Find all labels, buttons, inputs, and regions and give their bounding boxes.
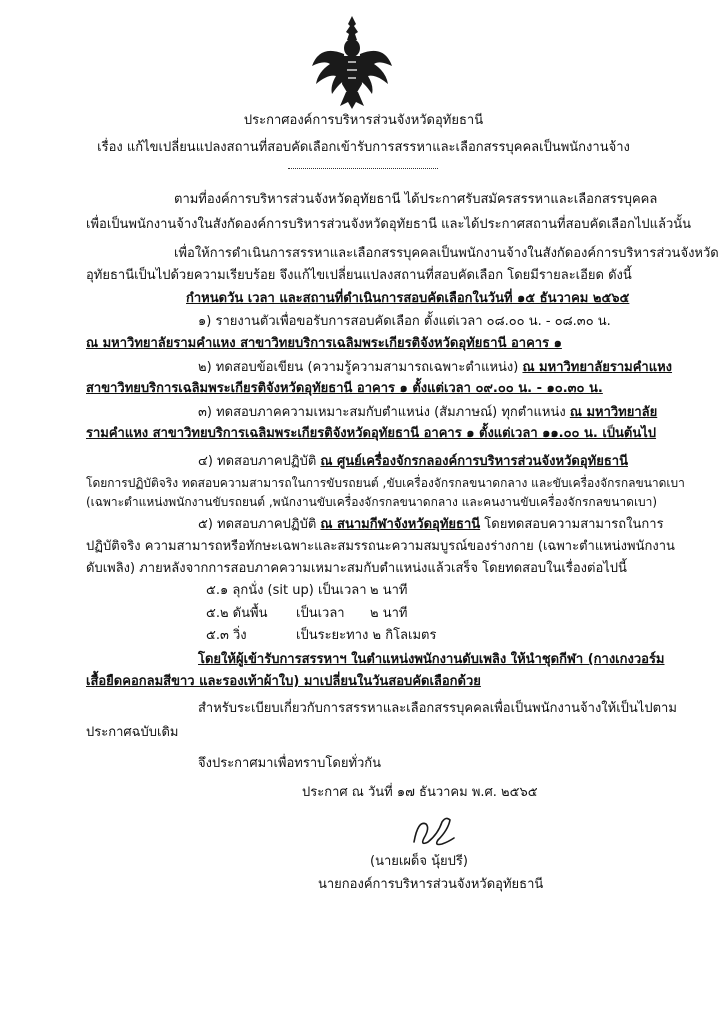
note-line-2: เสื้อยืดคอกลมสีขาว และรองเท้าผ้าใบ) มาเปลี่ยนในวันสอบคัดเลือกด้วย [86,674,481,689]
sub-item-2-label: เป็นเวลา [296,606,345,621]
announcement-date: ประกาศ ณ วันที่ ๑๗ ธันวาคม พ.ศ. ๒๕๖๕ [302,785,538,800]
item-2-text: ๒) ทดสอบข้อเขียน (ความรู้ความสามารถเฉพาะตำแหน่ง) [198,360,523,375]
item-1-line-1: ๑) รายงานตัวเพื่อขอรับการสอบคัดเลือก ตั้งแต่เวลา ๐๘.๐๐ น. - ๐๘.๓๐ น. [198,314,611,329]
sub-item-3-value: เป็นระยะทาง ๒ กิโลเมตร [296,628,437,643]
item-3-venue: ณ มหาวิทยาลัย [569,405,658,420]
sub-item-1-name: ๕.๑ ลุกนั่ง (sit up) เป็นเวลา [206,583,367,598]
paragraph-1-line-1: ตามที่องค์การบริหารส่วนจังหวัดอุทัยธานี ได้ประกาศรับสมัครสรรหาและเลือกสรรบุคคล [174,192,658,207]
sub-item-3-name: ๕.๓ วิ่ง [206,628,247,643]
item-2-line-2: สาขาวิทยบริการเฉลิมพระเกียรติจังหวัดอุทัยธานี อาคาร ๑ ตั้งแต่เวลา ๐๙.๐๐ น. - ๑๐.๓๐ น. [86,381,603,396]
note-line-1: โดยให้ผู้เข้ารับการสรรหาฯ ในตำแหน่งพนักงานดับเพลิง ให้นำชุดกีฬา (กางเกงวอร์ม [198,652,665,667]
paragraph-2-line-2: อุทัยธานีเป็นไปด้วยความเรียบร้อย จึงแก้ไขเปลี่ยนแปลงสถานที่สอบคัดเลือก โดยมีรายละเอียด ดังนี้ [86,268,632,283]
item-5-venue: ณ สนามกีฬาจังหวัดอุทัยธานี [320,517,481,532]
item-4-text: ๔) ทดสอบภาคปฏิบัติ [198,454,321,469]
item-4-line-3: (เฉพาะตำแหน่งพนักงานขับรถยนต์ ,พนักงานขับเครื่องจักรกลขนาดกลาง และคนงานขับเครื่องจักรกลขนาดเบา) [86,495,658,509]
item-3-line-1 [198,404,657,422]
garuda-emblem-icon [310,14,394,110]
divider [288,168,438,169]
item-2-venue: ณ มหาวิทยาลัยรามคำแหง [522,360,673,375]
item-3-line-2: รามคำแหง สาขาวิทยบริการเฉลิมพระเกียรติจังหวัดอุทัยธานี อาคาร ๑ ตั้งแต่เวลา ๑๑.๐๐ น. เป็นต้นไป [86,426,657,441]
item-5-text: ๕) ทดสอบภาคปฏิบัติ [198,517,321,532]
item-3-text: ๓) ทดสอบภาคความเหมาะสมกับตำแหน่ง (สัมภาษณ์) ทุกตำแหน่ง [198,405,570,420]
signer-position: นายกองค์การบริหารส่วนจังหวัดอุทัยธานี [318,877,544,892]
signature-icon [408,812,458,852]
sub-item-1-value: ๒ นาที [370,583,408,598]
sub-item-2-name: ๕.๒ ดันพื้น [206,606,268,621]
item-4-line-2: โดยการปฏิบัติจริง ทดสอบความสามารถในการขับรถยนต์ ,ขับเครื่องจักรกลขนาดกลาง และขับเครื่องจักรกลขนาดเบา [86,476,685,490]
announcement-title: ประกาศองค์การบริหารส่วนจังหวัดอุทัยธานี [243,113,484,128]
sub-item-2-value: ๒ นาที [370,606,408,621]
closing-line: จึงประกาศมาเพื่อทราบโดยทั่วกัน [198,756,382,771]
paragraph-2-line-1: เพื่อให้การดำเนินการสรรหาและเลือกสรรบุคคลเป็นพนักงานจ้างในสังกัดองค์การบริหารส่วนจังหวัด [174,246,719,261]
paragraph-1-line-2: เพื่อเป็นพนักงานจ้างในสังกัดองค์การบริหารส่วนจังหวัดอุทัยธานี และได้ประกาศสถานที่สอบคัดเลือกไปแล้วนั้น [86,217,692,232]
schedule-heading: กำหนดวัน เวลา และสถานที่ดำเนินการสอบคัดเลือกในวันที่ ๑๕ ธันวาคม ๒๕๖๕ [186,291,630,306]
item-5-line-2: ปฏิบัติจริง ความสามารถหรือทักษะเฉพาะและสมรรถนะความสมบูรณ์ของร่างกาย (เฉพาะตำแหน่งพนักงาน [86,539,675,554]
item-5-text-end: โดยทดสอบความสามารถในการ [480,517,664,532]
item-5-line-1 [198,516,664,534]
item-1-line-2: ณ มหาวิทยาลัยรามคำแหง สาขาวิทยบริการเฉลิมพระเกียรติจังหวัดอุทัยธานี อาคาร ๑ [86,336,562,351]
item-2-line-1 [198,359,672,377]
item-4-line-1 [198,453,628,471]
announcement-subject: เรื่อง แก้ไขเปลี่ยนแปลงสถานที่สอบคัดเลือกเข้ารับการสรรหาและเลือกสรรบุคคลเป็นพนักงานจ้าง [97,140,630,155]
item-4-venue: ณ ศูนย์เครื่องจักรกลองค์การบริหารส่วนจังหวัดอุทัยธานี [320,454,628,469]
item-5-line-3: ดับเพลิง) ภายหลังจากการสอบภาคความเหมาะสมกับตำแหน่งแล้วเสร็จ โดยทดสอบในเรื่องต่อไปนี้ [86,561,627,576]
paragraph-3-line-1: สำหรับระเบียบเกี่ยวกับการสรรหาและเลือกสรรบุคคลเพื่อเป็นพนักงานจ้างให้เป็นไปตาม [198,701,677,716]
paragraph-3-line-2: ประกาศฉบับเดิม [86,725,179,740]
signer-name: (นายเผด็จ นุ้ยปรี) [370,854,468,869]
